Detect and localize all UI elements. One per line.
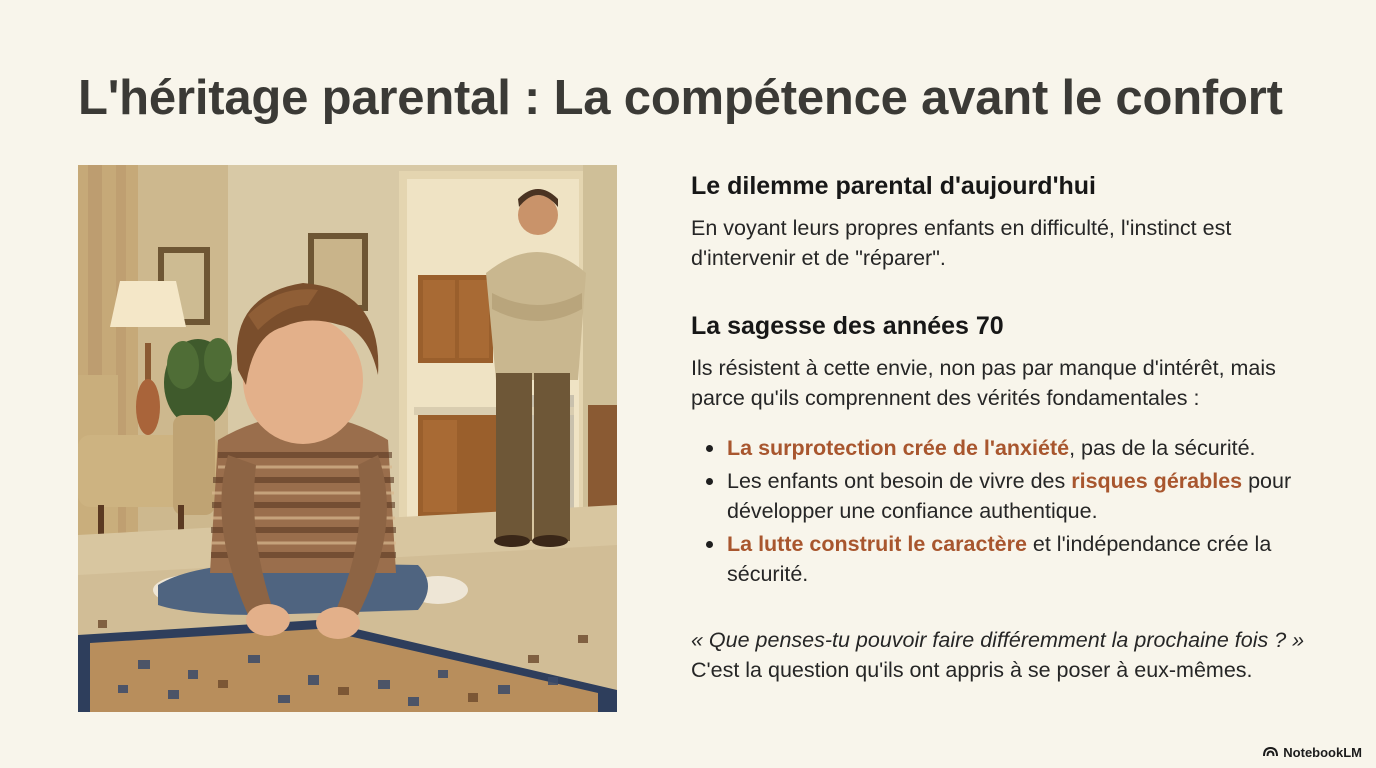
list-item: La surprotection crée de l'anxiété, pas de la sécurité. — [727, 433, 1347, 463]
notebooklm-logo-text: NotebookLM — [1283, 745, 1362, 760]
notebooklm-logo-icon — [1263, 745, 1278, 760]
truths-list — [691, 433, 1347, 592]
illustration-child-puzzle — [78, 165, 617, 712]
highlight-text: risques gérables — [1071, 469, 1243, 493]
quote-explanation: C'est la question qu'ils ont appris à se poser à eux-mêmes. — [691, 658, 1253, 682]
section-heading-70s-wisdom: La sagesse des années 70 — [691, 312, 1004, 340]
quote-question: « Que penses-tu pouvoir faire différemment la prochaine fois ? » — [691, 628, 1305, 652]
list-item: Les enfants ont besoin de vivre des risques gérables pour développer une confiance authentique. — [727, 466, 1347, 526]
section-text-70s-wisdom: Ils résistent à cette envie, non pas par manque d'intérêt, mais parce qu'ils comprennent des vérités fondamentales : — [691, 356, 1276, 410]
section-text-modern-dilemma: En voyant leurs propres enfants en difficulté, l'instinct est d'intervenir et de "réparer". — [691, 216, 1232, 270]
list-item: La lutte construit le caractère et l'indépendance crée la sécurité. — [727, 529, 1347, 589]
reflection-quote — [691, 625, 1316, 685]
notebooklm-logo — [1263, 745, 1362, 760]
slide-title: L'héritage parental : La compétence avant le confort — [78, 71, 1283, 125]
highlight-text: La lutte construit le caractère — [727, 532, 1027, 556]
highlight-text: La surprotection crée de l'anxiété — [727, 436, 1070, 460]
section-heading-modern-dilemma: Le dilemme parental d'aujourd'hui — [691, 172, 1097, 200]
